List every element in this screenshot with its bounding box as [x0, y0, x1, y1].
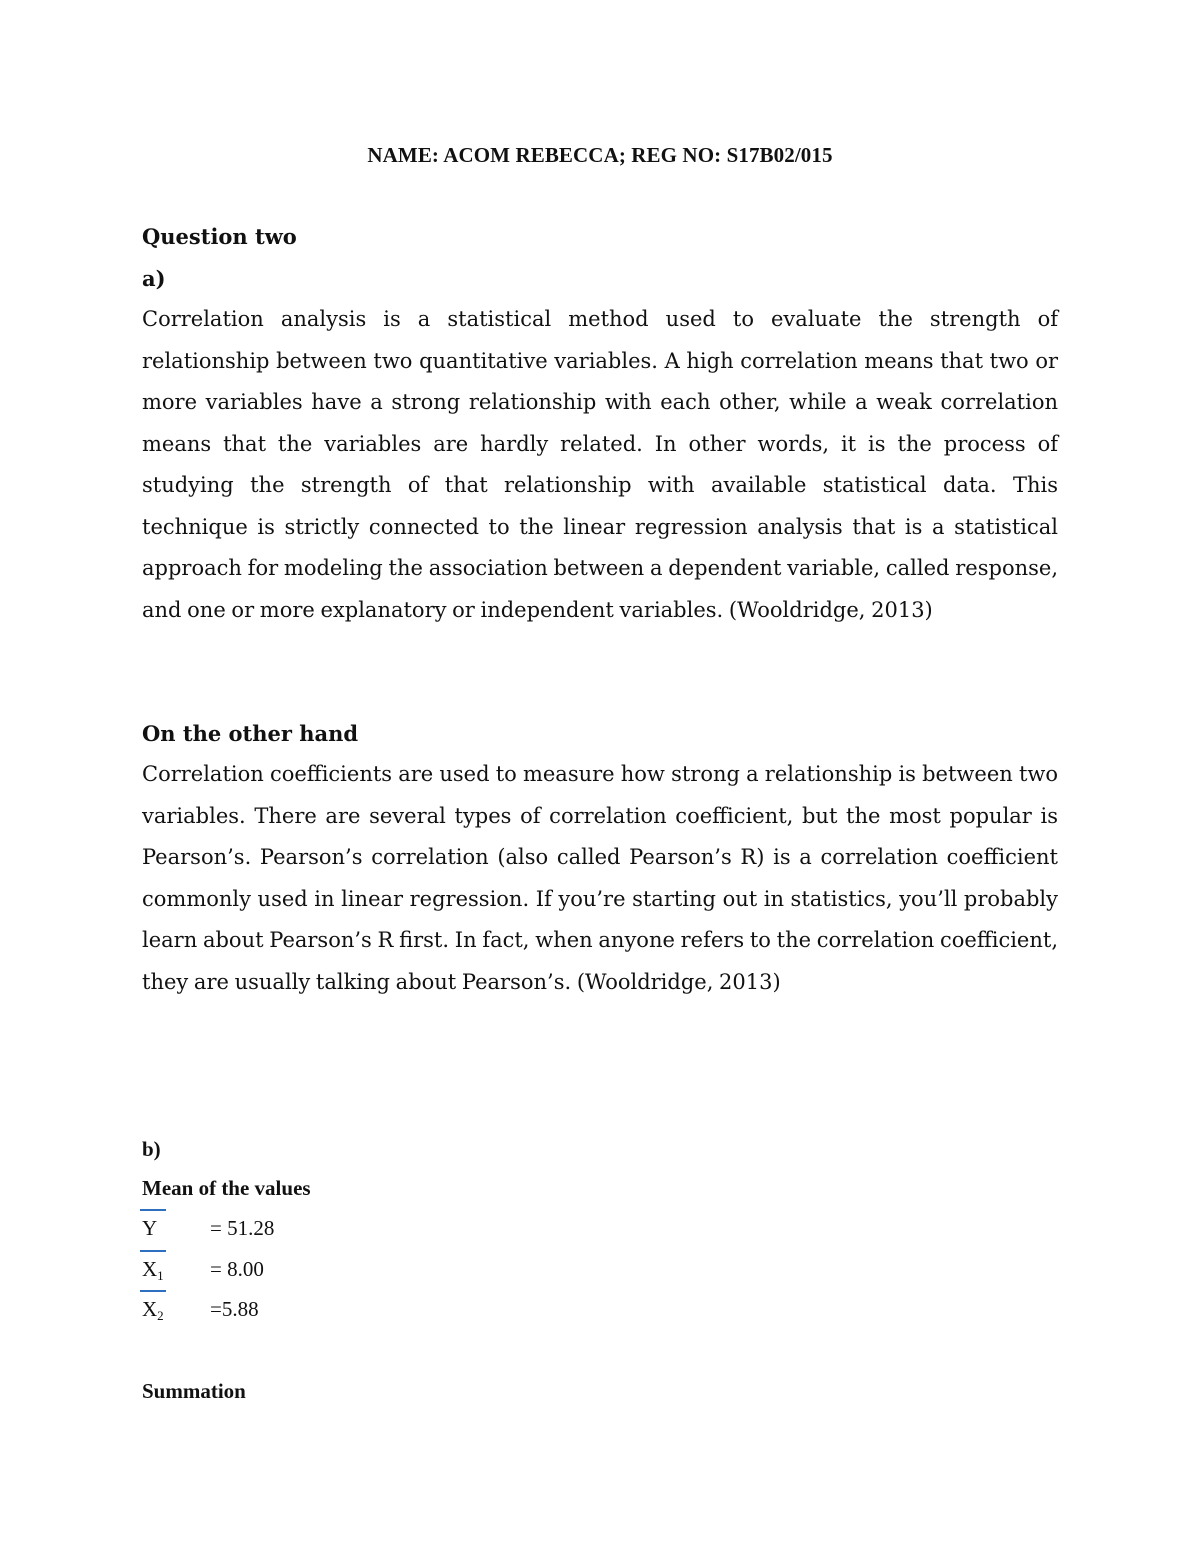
overbar — [140, 1250, 166, 1252]
mean-value: = 8.00 — [210, 1257, 264, 1281]
other-hand-heading: On the other hand — [142, 721, 359, 746]
variable-symbol: Y — [142, 1216, 158, 1240]
overbar — [140, 1290, 166, 1292]
mean-heading: Mean of the values — [142, 1176, 311, 1200]
variable-symbol: $X_2$ — [142, 1297, 164, 1323]
mean-value: =5.88 — [210, 1297, 259, 1321]
question-heading: Question two — [142, 224, 297, 249]
part-b-label: b) — [142, 1137, 161, 1161]
part-a-label: a) — [142, 266, 166, 291]
overbar — [140, 1209, 166, 1211]
paragraph-correlation-analysis: Correlation analysis is a statistical method used to evaluate the strength of relationship between two quantitative variables. A high correlation means that two or more variables have a strong relationship with each other, while a weak correlation means that the variables are hardly related. In other words, it is the process of studying the strength of that relationship with available statistical data. This technique is strictly connected to the linear regression analysis that is a statistical approach for modeling the association between a dependent variable, called response, and one or more explanatory or independent variables. (Wooldridge, 2013) — [142, 307, 1058, 622]
document-title: NAME: ACOM REBECCA; REG NO: S17B02/015 — [367, 143, 833, 167]
summation-heading: Summation — [142, 1379, 246, 1403]
variable-symbol: $X_1$ — [142, 1257, 164, 1283]
mean-value: = 51.28 — [210, 1216, 275, 1240]
paragraph-correlation-coefficients: Correlation coefficients are used to measure how strong a relationship is between two variables. There are several types of correlation coefficient, but the most popular is Pearson’s. Pearson’s correlation (also called Pearson’s R) is a correlation coefficient commonly used in linear regression. If you’re starting out in statistics, you’ll probably learn about Pearson’s R first. In fact, when anyone refers to the correlation coefficient, they are usually talking about Pearson’s. (Wooldridge, 2013) — [142, 762, 1058, 994]
